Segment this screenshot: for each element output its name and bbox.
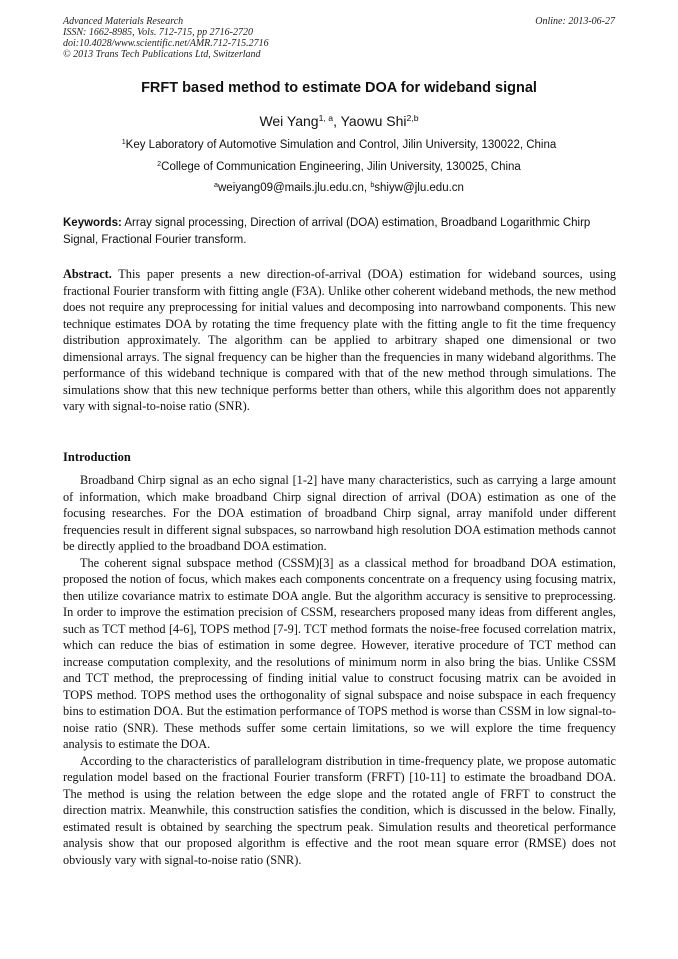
keywords-text: Array signal processing, Direction of arrival (DOA) estimation, Broadband Logarithmic Chirp Signal, Fractional Fourier transform. [63, 217, 591, 246]
author-list [0, 113, 678, 129]
email-mark: a [214, 181, 218, 190]
paragraph: Broadband Chirp signal as an echo signal [1-2] have many characteristics, such as carrying a large amount of information, which make broadband Chirp signal direction of arrival (DOA) estimation as one of the focusing researches. For the DOA estimation of broadband Chirp signal, array manifold under different frequencies result in different signal subspaces, so narrowband high resolution DOA estimation methods cannot be directly applied to the broadband DOA estimation. [63, 473, 616, 553]
keywords-label: Keywords: [63, 217, 122, 229]
email-link[interactable]: weiyang09@mails.jlu.edu.cn [218, 182, 364, 194]
affiliation-mark: 2 [157, 160, 162, 169]
affiliation-mark: 1 [121, 138, 126, 147]
copyright-line: © 2013 Trans Tech Publications Ltd, Switzerland [63, 49, 261, 60]
keywords-block [63, 215, 616, 249]
email-link[interactable]: shiyw@jlu.edu.cn [374, 182, 464, 194]
affiliation-text: College of Communication Engineering, Jilin University, 130025, China [161, 161, 521, 173]
email-mark: b [370, 181, 375, 190]
author-emails [0, 182, 678, 194]
paragraph: The coherent signal subspace method (CSSM)[3] as a classical method for broadband DOA estimation, proposed the notion of focus, which makes each components concentrate on a frequency using focusing matrix, then utilize covariance matrix to estimate DOA angle. But the algorithm accuracy is sensitive to preprocessing. In order to improve the estimation precision of CSSM, researchers proposed many ideas from different angles, such as TCT method [4-6], TOPS method [7-9]. TCT method formats the noise-free focused correlation matrix, which can reduce the bias of estimation in some degree. However, iterative procedure of TCT method can increase computation complexity, and the resolutions of minimum norm in also bring the bias. Unlike CSSM and TCT method, the preprocessing of finding initial value to construct focusing matrix can be avoided in TOPS method. TOPS method uses the orthogonality of signal subspace and noise subspace in each frequency bins to estimation DOA. But the estimation performance of TOPS method is worse than CSSM in low signal-to-noise ratio (SNR). These methods suffer some certain limitations, so we will explore the time frequency analysis to estimate the DOA. [63, 555, 616, 751]
journal-name: Advanced Materials Research [63, 16, 184, 27]
author-separator: , [333, 113, 341, 129]
author-name: Wei Yang [259, 113, 319, 129]
author-affiliation-mark: 2,b [406, 113, 419, 124]
introduction-body [63, 472, 616, 868]
abstract-block [63, 266, 616, 415]
affiliation-1 [0, 139, 678, 151]
issn-line: ISSN: 1662-8985, Vols. 712-715, pp 2716-2720 [63, 27, 253, 38]
journal-header [63, 16, 269, 60]
paper-title: FRFT based method to estimate DOA for wideband signal [141, 80, 537, 96]
abstract-text: This paper presents a new direction-of-arrival (DOA) estimation for wideband sources, using fractional Fourier transform with fitting angle (F3A). Unlike other coherent wideband methods, the new method does not require any preprocessing for initial values and decomposing into narrowband components. This new technique estimates DOA by rotating the time frequency plate with the fitting angle to fit the time frequency distribution approximately. The algorithm can be applied to arbitrary shaped one dimensional or two dimensional arrays. The signal frequency can be higher than the frequencies in many wideband algorithms. The performance of this wideband technique is compared with that of the new method through simulations. The simulations show that this new technique performs better than others, while this algorithm does not apparently vary with signal-to-noise ratio (SNR). [63, 267, 616, 413]
author-affiliation-mark: 1, a [318, 113, 334, 124]
affiliation-2 [0, 161, 678, 173]
email-separator: , [363, 182, 371, 194]
affiliation-text: Key Laboratory of Automotive Simulation and Control, Jilin University, 130022, China [125, 139, 557, 151]
online-date: Online: 2013-06-27 [535, 16, 615, 27]
doi-link[interactable]: doi:10.4028/www.scientific.net/AMR.712-715.2716 [63, 38, 269, 49]
section-heading-introduction: Introduction [63, 450, 131, 464]
abstract-label: Abstract. [63, 267, 112, 281]
author-name: Yaowu Shi [340, 113, 407, 129]
paragraph: According to the characteristics of parallelogram distribution in time-frequency plate, we propose automatic regulation model based on the fractional Fourier transform (FRFT) [10-11] to estimate the broadband DOA. The method is using the relation between the edge slope and the rotated angle of FRFT to construct the direction matrix. Meanwhile, this construction satisfies the condition, which is discussed in the below. Finally, estimated result is obtained by searching the spectrum peak. Simulation results and theoretical performance analysis show that our proposed algorithm is effective and the root mean square error (RMSE) does not obviously vary with signal-to-noise ratio (SNR). [63, 753, 616, 867]
